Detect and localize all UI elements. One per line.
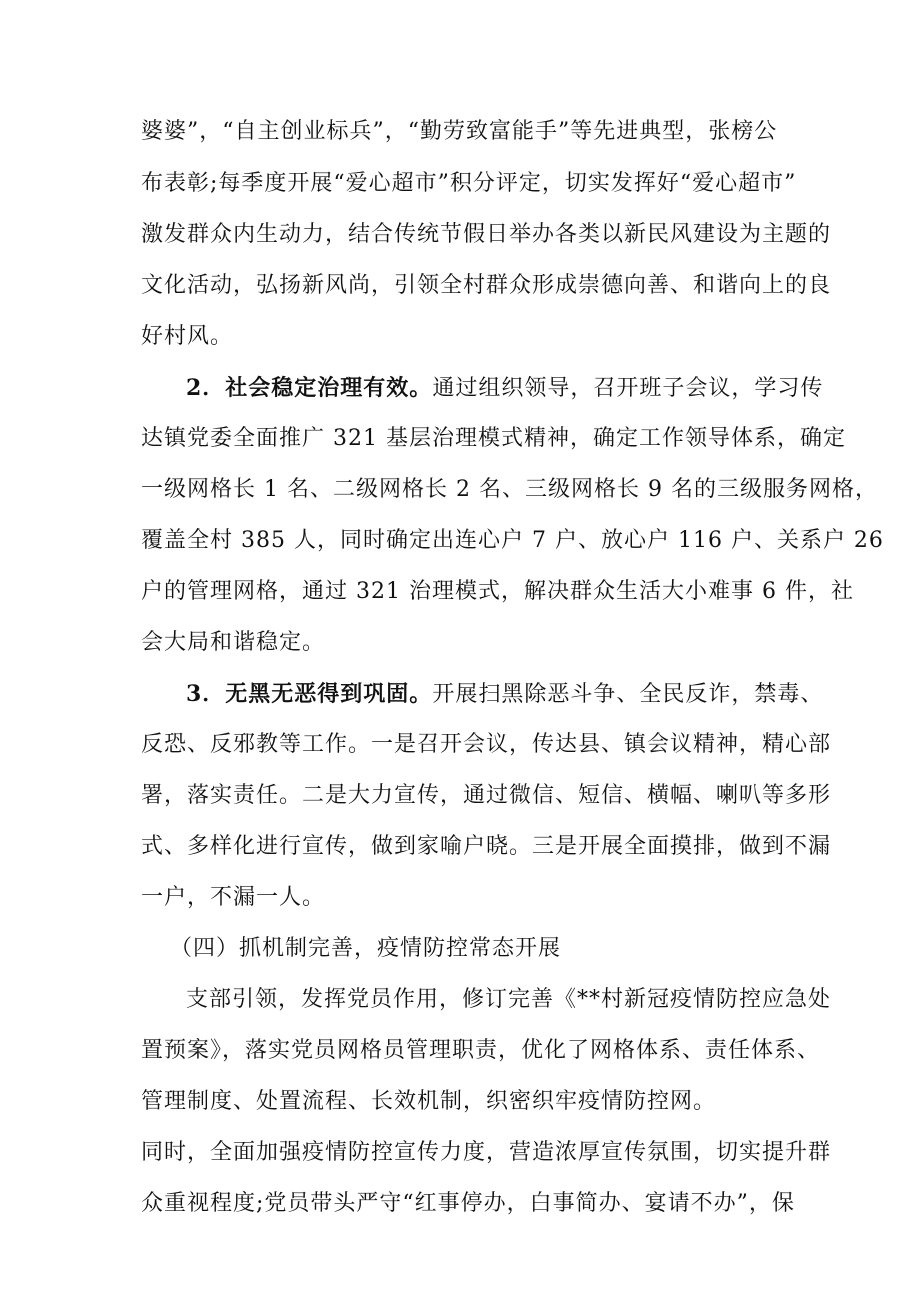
para2-line-3: 一级网格长 1 名、二级网格长 2 名、三级网格长 9 名的三级服务网格， — [141, 477, 878, 502]
para2-line-6: 会大局和谐稳定。 — [141, 630, 326, 655]
para5-line-2: 众重视程度;党员带头严守“红事停办，白事简办、宴请不办”，保 — [141, 1191, 795, 1216]
para2-first-line — [186, 373, 823, 404]
para1-line-3: 激发群众内生动力，结合传统节假日举办各类以新民风建设为主题的 — [141, 222, 832, 247]
para3-heading: 3．无黑无恶得到巩固。 — [186, 681, 433, 707]
section-heading: （四）抓机制完善，疫情防控常态开展 — [170, 936, 562, 961]
para2-line-5: 户的管理网格，通过 321 治理模式，解决群众生活大小难事 6 件，社 — [141, 579, 854, 604]
para4-line-2: 置预案》，落实党员网格员管理职责，优化了网格体系、责任体系、 — [141, 1038, 821, 1063]
para3-first-rest: 开展扫黑除恶斗争、全民反诈，禁毒、 — [432, 682, 824, 707]
para5-line-1: 同时，全面加强疫情防控宣传力度，营造浓厚宣传氛围，切实提升群 — [141, 1140, 832, 1165]
para2-line-2: 达镇党委全面推广 321 基层治理模式精神，确定工作领导体系，确定 — [141, 426, 846, 451]
para3-line-2: 反恐、反邪教等工作。一是召开会议，传达县、镇会议精神，精心部 — [141, 732, 832, 757]
para2-line-4: 覆盖全村 385 人，同时确定出连心户 7 户、放心户 116 户、关系户 26 — [141, 528, 884, 553]
para2-heading: 2．社会稳定治理有效。 — [186, 375, 433, 401]
para1-line-4: 文化活动，弘扬新风尚，引领全村群众形成崇德向善、和谐向上的良 — [141, 273, 832, 298]
para1-line-1: 婆婆”，“自主创业标兵”，“勤劳致富能手”等先进典型，张榜公 — [141, 119, 778, 144]
para1-line-5: 好村风。 — [141, 324, 234, 349]
para3-line-3: 署，落实责任。二是大力宣传，通过微信、短信、横幅、喇叭等多形 — [141, 783, 832, 808]
para2-first-rest: 通过组织领导，召开班子会议，学习传 — [432, 376, 824, 401]
para3-first-line — [186, 679, 823, 710]
para1-line-2: 布表彰;每季度开展“爱心超市”积分评定，切实发挥好“爱心超市” — [141, 171, 797, 196]
para3-line-4: 式、多样化进行宣传，做到家喻户晓。三是开展全面摸排，做到不漏 — [141, 834, 832, 859]
para3-line-5: 一户，不漏一人。 — [141, 885, 326, 910]
para4-line-1: 支部引领，发挥党员作用，修订完善《**村新冠疫情防控应急处 — [186, 987, 832, 1012]
para4-line-3: 管理制度、处置流程、长效机制，织密织牢疫情防控网。 — [141, 1089, 717, 1114]
